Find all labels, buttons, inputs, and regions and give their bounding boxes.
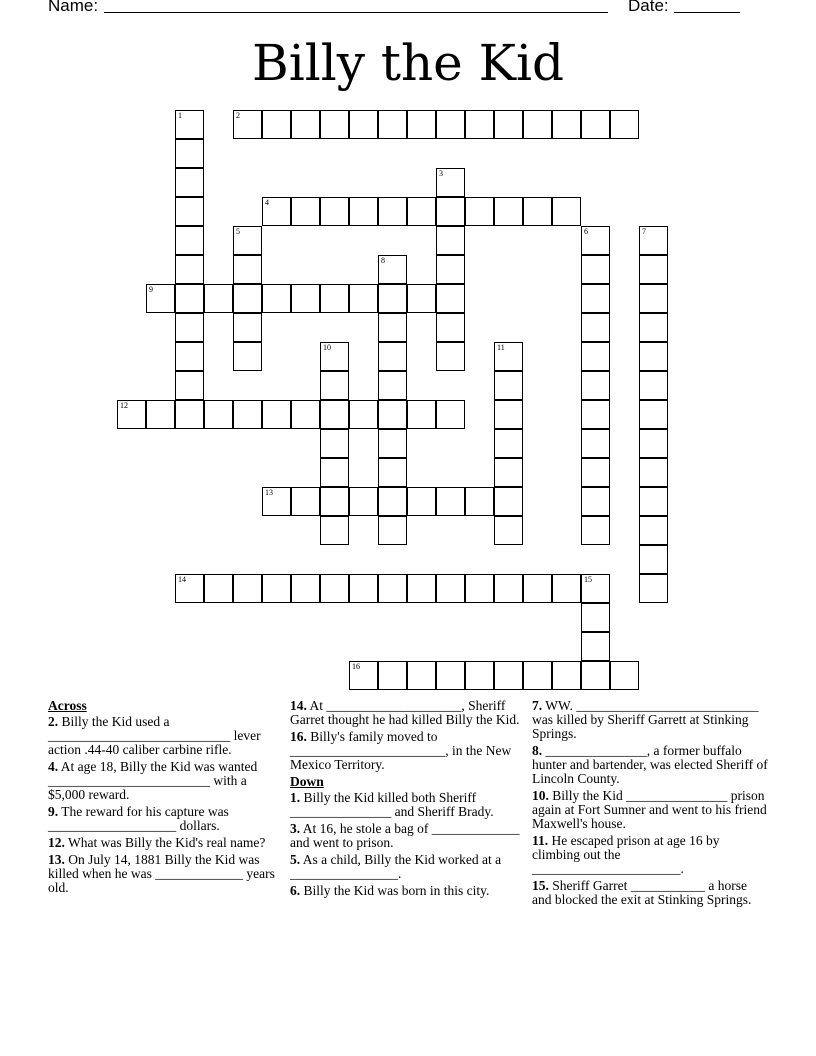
grid-cell[interactable] [581, 429, 610, 458]
grid-cell[interactable] [494, 197, 523, 226]
clue-number: 1. [290, 790, 301, 805]
clue-text: Billy the Kid killed both Sheriff _______________ and Sheriff Brady. [290, 790, 494, 819]
grid-cell[interactable] [465, 110, 494, 139]
clue-number: 7. [532, 698, 543, 713]
grid-cell[interactable] [465, 574, 494, 603]
clue-number-label: 6 [584, 227, 588, 236]
grid-cell[interactable] [581, 487, 610, 516]
grid-cell[interactable] [639, 284, 668, 313]
header [48, 0, 768, 18]
grid-cell[interactable] [233, 284, 262, 313]
grid-cell[interactable] [407, 487, 436, 516]
grid-cell[interactable] [175, 197, 204, 226]
grid-cell[interactable] [436, 313, 465, 342]
grid-cell[interactable] [175, 400, 204, 429]
clue-number: 14. [290, 698, 307, 713]
clue-across-4 [48, 760, 284, 802]
grid-cell[interactable] [291, 574, 320, 603]
clues-column-3 [532, 699, 768, 910]
grid-cell[interactable] [233, 400, 262, 429]
grid-cell[interactable] [378, 284, 407, 313]
grid-cell[interactable] [204, 400, 233, 429]
grid-cell[interactable] [581, 574, 610, 603]
date-label: Date: [628, 0, 669, 15]
grid-cell[interactable] [436, 342, 465, 371]
clue-down-6 [290, 884, 526, 898]
clue-number: 15. [532, 878, 549, 893]
grid-cell[interactable] [494, 487, 523, 516]
clue-number-label: 4 [265, 198, 269, 207]
clue-number-label: 16 [352, 662, 360, 671]
grid-cell[interactable] [494, 661, 523, 690]
grid-cell[interactable] [233, 342, 262, 371]
grid-cell[interactable] [175, 574, 204, 603]
grid-cell[interactable] [523, 110, 552, 139]
grid-cell[interactable] [639, 429, 668, 458]
grid-cell[interactable] [349, 284, 378, 313]
grid-cell[interactable] [320, 342, 349, 371]
grid-cell[interactable] [146, 284, 175, 313]
grid-cell[interactable] [581, 371, 610, 400]
clue-number: 12. [48, 835, 65, 850]
grid-cell[interactable] [262, 110, 291, 139]
clue-text: On July 14, 1881 Billy the Kid was killed when he was _____________ years old. [48, 852, 275, 895]
grid-cell[interactable] [320, 458, 349, 487]
across-heading: Across [48, 698, 87, 713]
name-label: Name: [48, 0, 99, 15]
clues-column-2 [290, 699, 526, 901]
clue-text: At ____________________, Sheriff Garret thought he had killed Billy the Kid. [290, 698, 520, 727]
grid-cell[interactable] [436, 284, 465, 313]
grid-cell[interactable] [465, 487, 494, 516]
clue-across-13 [48, 853, 284, 895]
down-heading: Down [290, 774, 324, 789]
clue-number: 13. [48, 852, 65, 867]
grid-cell[interactable] [465, 661, 494, 690]
grid-cell[interactable] [639, 574, 668, 603]
grid-cell[interactable] [320, 400, 349, 429]
grid-cell[interactable] [639, 226, 668, 255]
grid-cell[interactable] [581, 255, 610, 284]
clue-number: 9. [48, 804, 59, 819]
clue-number-label: 3 [439, 169, 443, 178]
grid-cell[interactable] [175, 342, 204, 371]
grid-cell[interactable] [581, 226, 610, 255]
clue-number: 11. [532, 833, 549, 848]
clue-text: Billy's family moved to _______________________, in the New Mexico Territory. [290, 729, 512, 772]
grid-cell[interactable] [233, 110, 262, 139]
clue-number-label: 10 [323, 343, 331, 352]
grid-cell[interactable] [175, 313, 204, 342]
grid-cell[interactable] [378, 342, 407, 371]
clues-column-1 [48, 699, 284, 898]
grid-cell[interactable] [175, 226, 204, 255]
clue-number-label: 5 [236, 227, 240, 236]
grid-cell[interactable] [320, 110, 349, 139]
clue-number-label: 2 [236, 111, 240, 120]
grid-cell[interactable] [581, 110, 610, 139]
grid-cell[interactable] [523, 574, 552, 603]
grid-cell[interactable] [436, 168, 465, 197]
grid-cell[interactable] [436, 226, 465, 255]
grid-cell[interactable] [204, 284, 233, 313]
grid-cell[interactable] [581, 400, 610, 429]
grid-cell[interactable] [349, 487, 378, 516]
grid-cell[interactable] [581, 516, 610, 545]
grid-cell[interactable] [407, 661, 436, 690]
grid-cell[interactable] [610, 110, 639, 139]
grid-cell[interactable] [175, 284, 204, 313]
clue-across-14 [290, 699, 526, 727]
clue-text: At 16, he stole a bag of _____________ and went to prison. [290, 821, 520, 850]
grid-cell[interactable] [291, 197, 320, 226]
grid-cell[interactable] [407, 197, 436, 226]
grid-cell[interactable] [639, 487, 668, 516]
clue-number-label: 11 [497, 343, 505, 352]
clue-number-label: 1 [178, 111, 182, 120]
grid-cell[interactable] [175, 110, 204, 139]
grid-cell[interactable] [233, 255, 262, 284]
grid-cell[interactable] [378, 110, 407, 139]
clue-text: He escaped prison at age 16 by climbing out the ______________________. [532, 833, 720, 876]
grid-cell[interactable] [639, 342, 668, 371]
grid-cell[interactable] [494, 342, 523, 371]
clue-number-label: 9 [149, 285, 153, 294]
grid-cell[interactable] [639, 458, 668, 487]
grid-cell[interactable] [291, 110, 320, 139]
grid-cell[interactable] [204, 574, 233, 603]
grid-cell[interactable] [494, 429, 523, 458]
clue-text: Billy the Kid used a ___________________________ lever action .44-40 caliber carbine rifle. [48, 714, 261, 757]
grid-cell[interactable] [378, 400, 407, 429]
grid-cell[interactable] [233, 313, 262, 342]
grid-cell[interactable] [494, 110, 523, 139]
clue-number: 6. [290, 883, 301, 898]
grid-cell[interactable] [523, 197, 552, 226]
clue-down-1 [290, 791, 526, 819]
clue-number: 16. [290, 729, 307, 744]
grid-cell[interactable] [349, 574, 378, 603]
grid-cell[interactable] [378, 574, 407, 603]
grid-cell[interactable] [494, 400, 523, 429]
clue-number-label: 14 [178, 575, 186, 584]
clue-text: The reward for his capture was ___________________ dollars. [48, 804, 229, 833]
clue-text: Billy the Kid _______________ prison again at Fort Sumner and went to his friend Maxwell's house. [532, 788, 767, 831]
grid-cell[interactable] [436, 574, 465, 603]
grid-cell[interactable] [175, 139, 204, 168]
grid-cell[interactable] [494, 574, 523, 603]
name-field[interactable] [104, 12, 608, 13]
grid-cell[interactable] [378, 487, 407, 516]
grid-cell[interactable] [349, 400, 378, 429]
grid-cell[interactable] [349, 661, 378, 690]
grid-cell[interactable] [436, 661, 465, 690]
clue-text: What was Billy the Kid's real name? [68, 835, 266, 850]
grid-cell[interactable] [233, 574, 262, 603]
grid-cell[interactable] [349, 197, 378, 226]
grid-cell[interactable] [291, 284, 320, 313]
grid-cell[interactable] [436, 400, 465, 429]
grid-cell[interactable] [320, 371, 349, 400]
clue-text: Billy the Kid was born in this city. [303, 883, 490, 898]
grid-cell[interactable] [378, 197, 407, 226]
grid-cell[interactable] [378, 255, 407, 284]
grid-cell[interactable] [436, 110, 465, 139]
grid-cell[interactable] [494, 458, 523, 487]
grid-cell[interactable] [378, 458, 407, 487]
clue-across-2 [48, 715, 284, 757]
clue-down-5 [290, 853, 526, 881]
clue-number: 3. [290, 821, 301, 836]
clue-text: Sheriff Garret ___________ a horse and blocked the exit at Stinking Springs. [532, 878, 752, 907]
clue-number-label: 15 [584, 575, 592, 584]
grid-cell[interactable] [581, 313, 610, 342]
grid-cell[interactable] [407, 110, 436, 139]
grid-cell[interactable] [552, 110, 581, 139]
clue-down-10 [532, 789, 768, 831]
grid-cell[interactable] [262, 487, 291, 516]
grid-cell[interactable] [523, 661, 552, 690]
grid-cell[interactable] [291, 487, 320, 516]
grid-cell[interactable] [378, 429, 407, 458]
clue-text: As a child, Billy the Kid worked at a ________________. [290, 852, 502, 881]
grid-cell[interactable] [320, 284, 349, 313]
grid-cell[interactable] [378, 313, 407, 342]
grid-cell[interactable] [233, 226, 262, 255]
clue-down-15 [532, 879, 768, 907]
grid-cell[interactable] [175, 255, 204, 284]
grid-cell[interactable] [581, 342, 610, 371]
grid-cell[interactable] [581, 603, 610, 632]
grid-cell[interactable] [262, 400, 291, 429]
clue-down-7 [532, 699, 768, 741]
grid-cell[interactable] [407, 400, 436, 429]
grid-cell[interactable] [320, 574, 349, 603]
clue-down-3 [290, 822, 526, 850]
clue-across-9 [48, 805, 284, 833]
grid-cell[interactable] [581, 661, 610, 690]
grid-cell[interactable] [436, 487, 465, 516]
grid-cell[interactable] [639, 516, 668, 545]
grid-cell[interactable] [291, 400, 320, 429]
grid-cell[interactable] [581, 632, 610, 661]
grid-cell[interactable] [610, 661, 639, 690]
clue-number-label: 8 [381, 256, 385, 265]
date-field[interactable] [674, 12, 740, 13]
clue-number-label: 7 [642, 227, 646, 236]
grid-cell[interactable] [494, 516, 523, 545]
clue-text: At age 18, Billy the Kid was wanted ________________________ with a $5,000 reward. [48, 759, 258, 802]
grid-cell[interactable] [378, 371, 407, 400]
grid-cell[interactable] [639, 371, 668, 400]
clue-number: 10. [532, 788, 549, 803]
clue-text: WW. ___________________________ was killed by Sheriff Garrett at Stinking Springs. [532, 698, 759, 741]
clue-down-11 [532, 834, 768, 876]
grid-cell[interactable] [175, 168, 204, 197]
clue-number: 2. [48, 714, 59, 729]
clue-text: _______________, a former buffalo hunter and bartender, was elected Sheriff of Lincoln County. [532, 743, 768, 786]
grid-cell[interactable] [639, 545, 668, 574]
grid-cell[interactable] [320, 429, 349, 458]
grid-cell[interactable] [378, 661, 407, 690]
grid-cell[interactable] [581, 284, 610, 313]
grid-cell[interactable] [378, 516, 407, 545]
grid-cell[interactable] [175, 371, 204, 400]
grid-cell[interactable] [436, 255, 465, 284]
grid-cell[interactable] [407, 574, 436, 603]
grid-cell[interactable] [552, 574, 581, 603]
page-title: Billy the Kid [252, 34, 564, 92]
grid-cell[interactable] [639, 255, 668, 284]
grid-cell[interactable] [320, 516, 349, 545]
clue-number-label: 12 [120, 401, 128, 410]
clue-across-16 [290, 730, 526, 772]
clue-number: 5. [290, 852, 301, 867]
clue-number-label: 13 [265, 488, 273, 497]
grid-cell[interactable] [581, 458, 610, 487]
grid-cell[interactable] [349, 110, 378, 139]
clue-across-12 [48, 836, 284, 850]
clue-number: 8. [532, 743, 543, 758]
grid-cell[interactable] [465, 197, 494, 226]
grid-cell[interactable] [436, 197, 465, 226]
grid-cell[interactable] [494, 371, 523, 400]
clue-number: 4. [48, 759, 59, 774]
grid-cell[interactable] [639, 400, 668, 429]
grid-cell[interactable] [407, 284, 436, 313]
grid-cell[interactable] [262, 197, 291, 226]
clue-down-8 [532, 744, 768, 786]
grid-cell[interactable] [320, 197, 349, 226]
grid-cell[interactable] [552, 197, 581, 226]
grid-cell[interactable] [320, 487, 349, 516]
grid-cell[interactable] [146, 400, 175, 429]
grid-cell[interactable] [262, 574, 291, 603]
grid-cell[interactable] [552, 661, 581, 690]
grid-cell[interactable] [639, 313, 668, 342]
grid-cell[interactable] [262, 284, 291, 313]
grid-cell[interactable] [117, 400, 146, 429]
